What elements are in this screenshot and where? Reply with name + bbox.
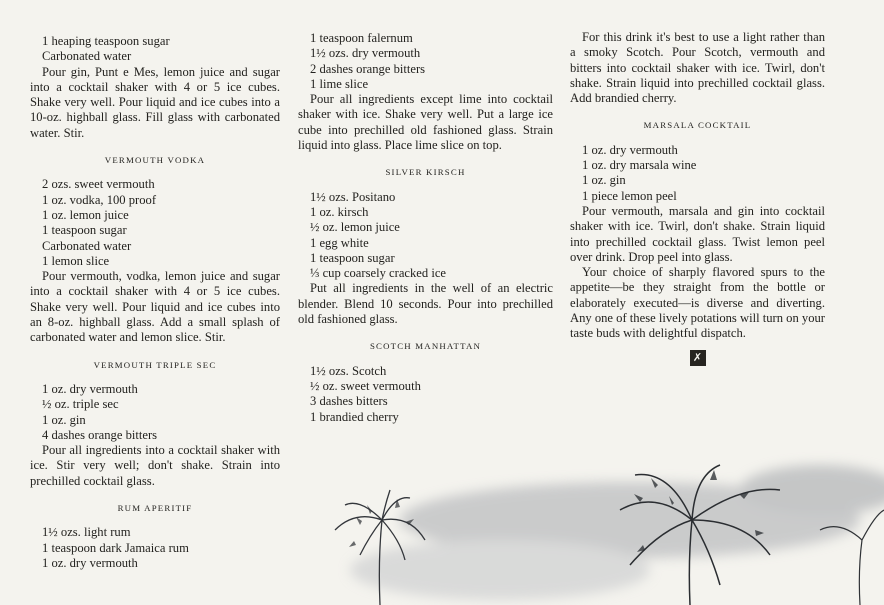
ingredient-line: 1 teaspoon sugar xyxy=(310,250,395,265)
ingredient-line: 1 heaping teaspoon sugar xyxy=(42,34,170,48)
ingredient-line: 4 dashes orange bitters xyxy=(42,427,158,442)
ingredient-line: 1 teaspoon sugar xyxy=(42,223,127,238)
ingredient-line: 1 oz. dry vermouth xyxy=(42,555,138,570)
ingredient-line: 1 oz. dry vermouth xyxy=(582,142,678,157)
ingredient-line: 2 ozs. sweet vermouth xyxy=(42,177,155,192)
recipe-title: RUM APERITIF xyxy=(117,503,193,514)
ingredient-line: 1 brandied cherry xyxy=(310,409,399,424)
recipe-directions: Put all ingredients in the well of an electric blender. Blend 10 seconds. Pour into prechilled old fashioned glass. xyxy=(298,281,553,327)
ingredient-line: 1½ ozs. dry vermouth xyxy=(310,46,421,61)
ingredient-line: 3 dashes bitters xyxy=(310,394,388,409)
ingredient-line: 1 oz. gin xyxy=(42,412,86,427)
ingredient-line: 1½ ozs. light rum xyxy=(42,525,131,540)
recipe-directions: Pour vermouth, vodka, lemon juice and sugar into a cocktail shaker with 4 or 5 ice cubes. Shake very well. Pour liquid and ice cubes into an 8-oz. highball glass. Add a small splash of carbonated water and lemon slice. Stir. xyxy=(30,269,280,345)
ingredient-line: 1 oz. vodka, 100 proof xyxy=(42,192,157,207)
recipe-directions: Pour all ingredients into a cocktail shaker with ice. Stir very well; don't shake. Strain into prechilled cocktail glass. xyxy=(30,443,280,488)
ingredient-line: 1 lime slice xyxy=(310,76,369,91)
recipe-title: VERMOUTH VODKA xyxy=(104,155,206,166)
ingredient-line: Carbonated water xyxy=(42,238,132,253)
ingredient-line: ⅓ cup coarsely cracked ice xyxy=(310,266,447,281)
ingredient-line: 1 teaspoon falernum xyxy=(310,31,413,45)
recipe-directions: Pour vermouth, marsala and gin into cocktail shaker with ice. Twirl, don't shake. Strain liquid into prechilled cocktail glass. Twist lemon peel over drink. Drop peel into glass. xyxy=(570,203,825,264)
ingredient-line: ½ oz. lemon juice xyxy=(310,220,400,235)
ingredient-line: 1 oz. lemon juice xyxy=(42,207,129,222)
ingredient-line: 1 oz. kirsch xyxy=(310,204,369,219)
ingredient-line: Carbonated water xyxy=(42,49,132,64)
recipe-title: VERMOUTH TRIPLE SEC xyxy=(93,359,217,370)
recipe-title: SILVER KIRSCH xyxy=(385,167,466,178)
recipe-title: SCOTCH MANHATTAN xyxy=(369,341,482,352)
recipe-title: MARSALA COCKTAIL xyxy=(643,120,752,131)
recipe-directions: Pour gin, Punt e Mes, lemon juice and sugar into a cocktail shaker with 4 or 5 ice cubes. Shake very well. Pour liquid and ice cubes into a 10-oz. highball glass. Fill glass with carbonated water. Stir. xyxy=(30,64,280,140)
ingredient-line: 1 lemon slice xyxy=(42,253,110,268)
ingredient-line: 1 piece lemon peel xyxy=(582,188,677,203)
text-column-1 xyxy=(30,34,280,571)
ingredient-line: 1 oz. gin xyxy=(582,173,626,188)
ingredient-line: 1 oz. dry marsala wine xyxy=(582,158,697,173)
recipe-directions: For this drink it's best to use a light rather than a smoky Scotch. Pour Scotch, vermouth and bitters into cocktail shaker with ice. Twirl, don't shake. Strain liquid into prechilled cocktail glass. Add brandied cherry. xyxy=(570,30,825,106)
recipe-directions: Pour all ingredients except lime into cocktail shaker with ice. Shake very well. Put a large ice cube into prechilled old fashioned glass. Strain liquid into glass. Place lime slice on top. xyxy=(298,92,553,153)
ingredient-line: 2 dashes orange bitters xyxy=(310,61,426,76)
text-column-3 xyxy=(570,30,825,366)
text-column-2 xyxy=(298,31,553,425)
ingredient-line: 1½ ozs. Scotch xyxy=(310,363,387,378)
closing-paragraph: Your choice of sharply flavored spurs to the appetite—be they straight from the bottle or elaborately executed—is diverse and diverting. Any one of these lively potations will turn on your taste buds with delightful dispatch. xyxy=(570,265,825,341)
ingredient-line: ½ oz. triple sec xyxy=(42,397,119,412)
ingredient-line: ½ oz. sweet vermouth xyxy=(310,378,421,393)
palm-trees-illustration xyxy=(300,450,884,605)
rabbit-logo-icon: ✗ xyxy=(690,350,706,366)
ingredient-line: 1 teaspoon dark Jamaica rum xyxy=(42,540,189,555)
ingredient-line: 1 oz. dry vermouth xyxy=(42,381,138,396)
ingredient-line: 1 egg white xyxy=(310,235,369,250)
ingredient-line: 1½ ozs. Positano xyxy=(310,189,396,204)
